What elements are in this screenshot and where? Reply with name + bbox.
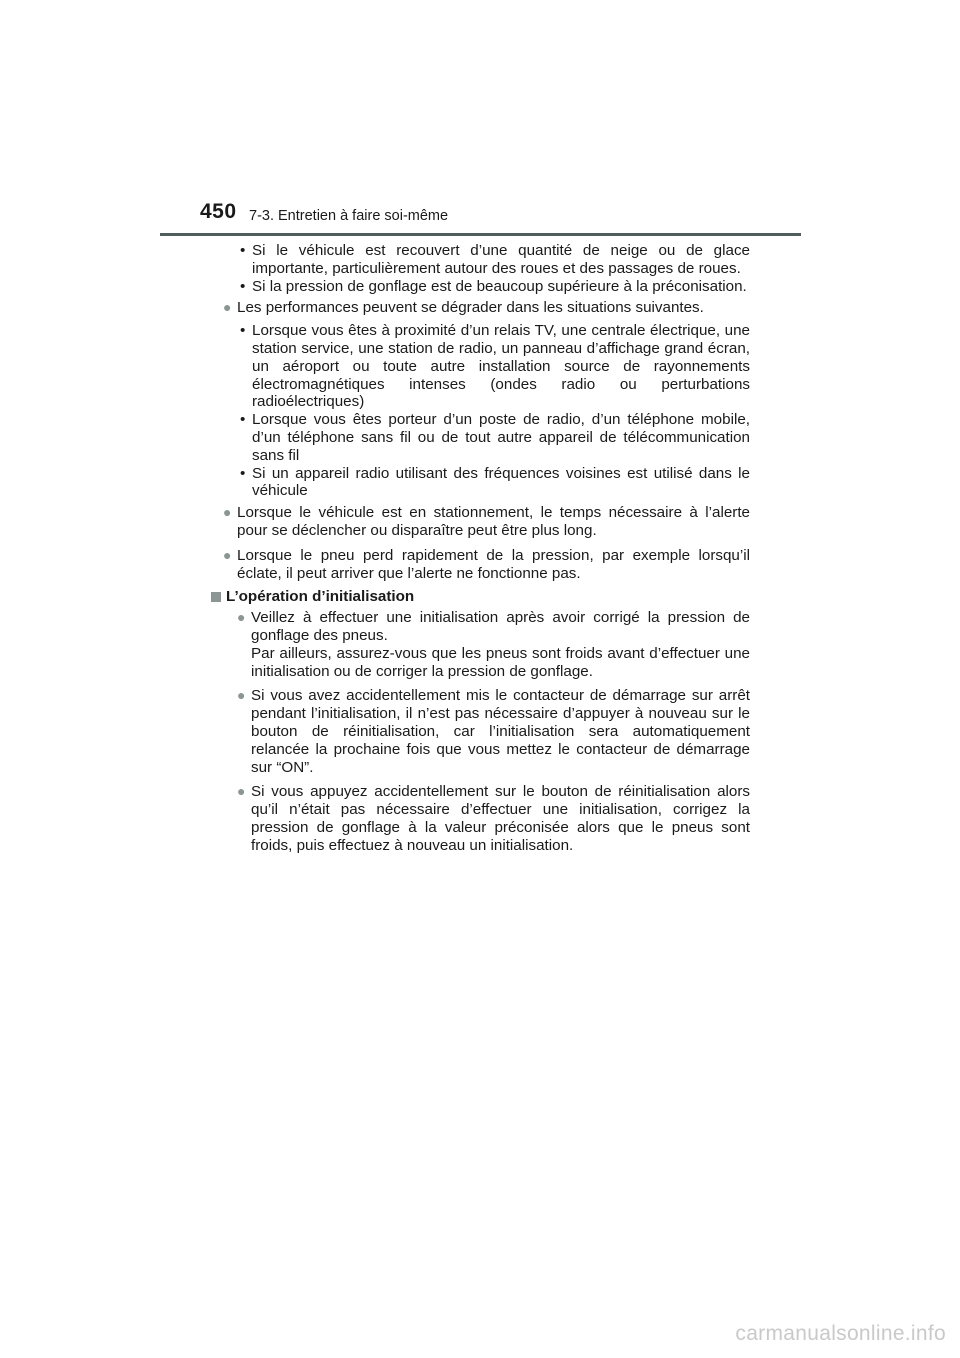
bullet-dot-icon: •	[240, 242, 246, 259]
list-item-text: Veillez à effectuer une initialisation après avoir corrigé la pression de gonflage des pneus.	[251, 609, 750, 644]
list-item	[210, 783, 750, 854]
bullet-dot-icon: •	[240, 411, 246, 429]
list-item	[210, 299, 750, 317]
bullet-circle-icon: ●	[223, 546, 232, 563]
list-item-text-continued: Par ailleurs, assurez-vous que les pneus sont froids avant d’effectuer une initialisation ou de corriger la pression de gonflage.	[251, 644, 750, 680]
list-item-text: Lorsque le véhicule est en stationnement, le temps nécessaire à l’alerte pour se déclencher ou disparaître peut être plus long.	[237, 504, 750, 539]
page-header	[0, 0, 960, 240]
list-item-text: Lorsque le pneu perd rapidement de la pression, par exemple lorsqu’il éclate, il peut arriver que l’alerte ne fonctionne pas.	[237, 546, 750, 582]
bullet-circle-icon: ●	[237, 609, 246, 626]
list-item	[210, 609, 750, 680]
list-item-text: Si vous appuyez accidentellement sur le bouton de réinitialisation alors qu’il n’était pas nécessaire d’effectuer une initialisation, corrigez la pression de gonflage à la valeur préconisée alors que le pneus sont froids, puis effectuez à nouveau un initialisation.	[251, 783, 750, 854]
watermark: carmanualsonline.info	[735, 1322, 946, 1345]
list-item-text: Si vous avez accidentellement mis le contacteur de démarrage sur arrêt pendant l’initialisation, il n’est pas nécessaire d’appuyer à nouveau sur le bouton de réinitialisation, car l’initialisation sera automatiquement relancée la prochaine fois que vous mettez le contacteur de démarrage sur “ON”.	[251, 687, 750, 776]
list-item-text: Si un appareil radio utilisant des fréquences voisines est utilisé dans le véhicule	[252, 464, 750, 500]
list-item	[210, 411, 750, 464]
bullet-dot-icon: •	[240, 322, 246, 340]
list-item-text: Les performances peuvent se dégrader dans les situations suivantes.	[237, 299, 704, 317]
list-item	[210, 547, 750, 583]
page-content	[210, 242, 750, 855]
bullet-dot-icon: •	[240, 464, 246, 482]
section-title: 7-3. Entretien à faire soi-même	[249, 208, 449, 224]
list-item-text: Si le véhicule est recouvert d’une quantité de neige ou de glace importante, particulièrement autour des roues et des passages de roues.	[252, 242, 750, 277]
list-item-text: Si la pression de gonflage est de beaucoup supérieure à la préconisation.	[252, 277, 747, 295]
bullet-circle-icon: ●	[223, 299, 232, 316]
bullet-circle-icon: ●	[223, 504, 232, 521]
list-item	[210, 322, 750, 411]
page-number: 450	[200, 200, 237, 223]
list-item	[210, 687, 750, 776]
list-item	[210, 465, 750, 501]
section-heading	[210, 588, 750, 606]
section-heading-text: L’opération d’initialisation	[226, 588, 415, 606]
list-item-text: Lorsque vous êtes porteur d’un poste de radio, d’un téléphone mobile, d’un téléphone sans fil ou de tout autre appareil de télécommunication sans fil	[252, 411, 750, 464]
bullet-circle-icon: ●	[237, 783, 246, 800]
header-rule	[160, 233, 801, 236]
list-item-text: Lorsque vous êtes à proximité d’un relais TV, une centrale électrique, une station service, une station de radio, un panneau d’affichage grand écran, un aéroport ou toute autre installation source de rayonnements électromagnétiques intenses (ondes radio ou perturbations radioélectriques)	[252, 322, 750, 411]
list-item	[210, 242, 750, 278]
list-item	[210, 504, 750, 540]
bullet-circle-icon: ●	[237, 687, 246, 704]
list-item	[210, 278, 750, 296]
bullet-dot-icon: •	[240, 277, 246, 295]
square-bullet-icon	[211, 592, 221, 602]
